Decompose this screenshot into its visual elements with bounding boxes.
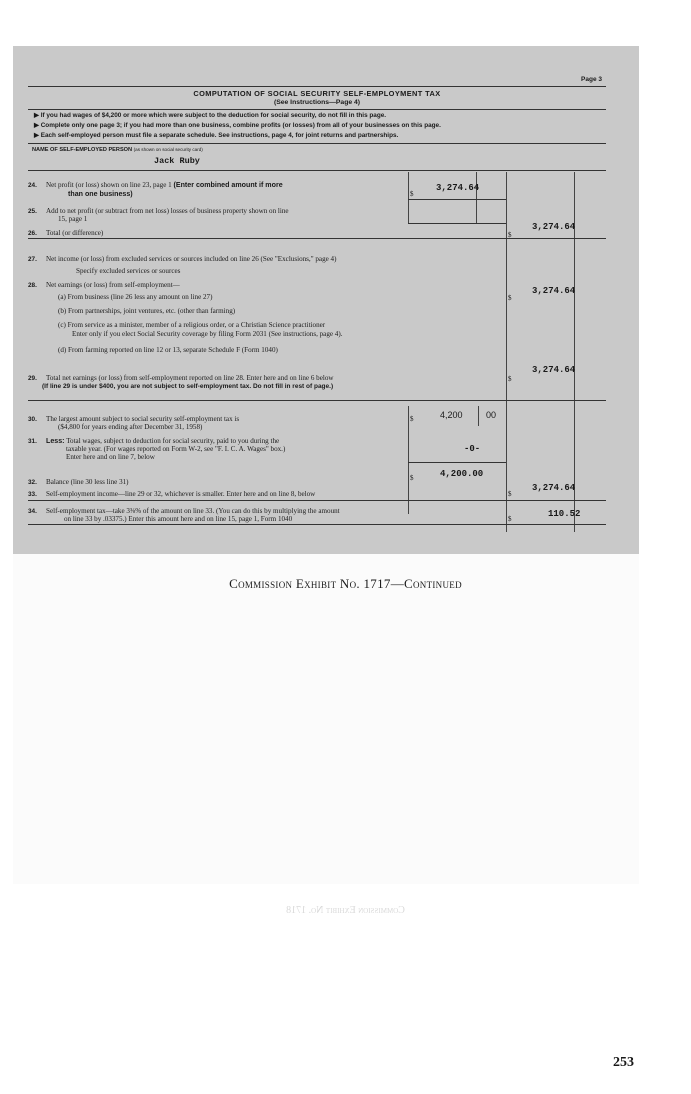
instruction-1: ▶ If you had wages of $4,200 or more which were subject to the deduction for social security, do not fill in this page. bbox=[34, 112, 387, 119]
line-24-number: 24. bbox=[28, 182, 37, 189]
line-30-number: 30. bbox=[28, 416, 37, 423]
inner-box-right bbox=[476, 172, 477, 224]
line-31-less: Less: bbox=[46, 437, 65, 445]
bottom-rule bbox=[28, 524, 606, 525]
line-30-dollars: 4,200 bbox=[440, 410, 463, 420]
line-28d: (d) From farming reported on line 12 or 13, separate Schedule F (Form 1040) bbox=[58, 346, 278, 354]
line-31-number: 31. bbox=[28, 438, 37, 445]
line-26-amount: 3,274.64 bbox=[532, 222, 576, 232]
exhibit-caption: Commission Exhibit No. 1717—Continued bbox=[229, 576, 462, 591]
line-29-dollar: $ bbox=[508, 375, 512, 383]
line-28c: (c) From service as a minister, member of a religious order, or a Christian Science practitioner bbox=[58, 321, 326, 329]
line-24-dollar: $ bbox=[410, 190, 414, 198]
line-32-amount: 4,200.00 bbox=[440, 469, 484, 479]
line-24 bbox=[28, 181, 283, 189]
form-page-label: Page 3 bbox=[581, 76, 602, 83]
line-24-amount: 3,274.64 bbox=[436, 183, 480, 193]
line-29-amount: 3,274.64 bbox=[532, 365, 576, 375]
line-28a-dollar: $ bbox=[508, 294, 512, 302]
name-label-text: NAME OF SELF-EMPLOYED PERSON bbox=[32, 147, 133, 153]
line-34-text: Self-employment tax—take 3⅜% of the amount on line 33. (You can do this by multiplying the amount bbox=[46, 507, 340, 515]
line-29-rule bbox=[28, 400, 606, 401]
line-33-text: Self-employment income—line 29 or 32, whichever is smaller. Enter here and on line 8, below bbox=[46, 490, 316, 498]
line-29-number: 29. bbox=[28, 375, 37, 382]
line-30-text: The largest amount subject to social security self-employment tax is bbox=[46, 415, 240, 423]
name-rule bbox=[28, 170, 606, 171]
line-28 bbox=[28, 281, 180, 289]
line-31-text-3: Enter here and on line 7, below bbox=[66, 453, 155, 461]
line-33-rule bbox=[28, 500, 606, 501]
line-27 bbox=[28, 255, 336, 263]
name-value: Jack Ruby bbox=[154, 156, 200, 166]
line-29 bbox=[28, 374, 334, 382]
line-25-text-2: 15, page 1 bbox=[58, 215, 88, 223]
line-27-number: 27. bbox=[28, 256, 37, 263]
self-employment-tax-form bbox=[28, 72, 606, 532]
line-31-amount: -0- bbox=[464, 444, 481, 454]
inner-box-left bbox=[408, 172, 409, 224]
line-33-dollar: $ bbox=[508, 490, 512, 498]
line-30-cents: 00 bbox=[486, 410, 497, 420]
page-number: 253 bbox=[613, 1055, 634, 1070]
line-33 bbox=[28, 490, 315, 498]
line-33-number: 33. bbox=[28, 491, 37, 498]
inner-box-right-2 bbox=[506, 406, 507, 514]
line-31-text-2: taxable year. (For wages reported on Form W-2, see "F. I. C. A. Wages" box.) bbox=[66, 445, 286, 453]
line-34-number: 34. bbox=[28, 508, 37, 515]
line-25-text: Add to net profit (or subtract from net loss) losses of business property shown on line bbox=[46, 207, 289, 215]
line-26-rule bbox=[28, 238, 606, 239]
line-31-text: Total wages, subject to deduction for social security, paid to you during the bbox=[66, 437, 280, 445]
line-33-amount: 3,274.64 bbox=[532, 483, 576, 493]
line-24-bold: (Enter combined amount if more bbox=[173, 181, 283, 189]
line-28a: (a) From business (line 26 less any amount on line 27) bbox=[58, 293, 213, 301]
title-rule bbox=[28, 109, 606, 110]
line-28a-amount: 3,274.64 bbox=[532, 286, 576, 296]
line-28-number: 28. bbox=[28, 282, 37, 289]
line-32-number: 32. bbox=[28, 479, 37, 486]
line-30-text-2: ($4,800 for years ending after December 31, 1958) bbox=[58, 423, 203, 431]
line-34-dollar: $ bbox=[508, 515, 512, 523]
page-bleed-through bbox=[13, 554, 639, 884]
line-24-text-2: than one business) bbox=[68, 190, 133, 198]
line-27-text-2: Specify excluded services or sources bbox=[76, 267, 181, 275]
line-26 bbox=[28, 229, 103, 237]
top-rule bbox=[28, 86, 606, 87]
instruction-2: ▶ Complete only one page 3; if you had more than one business, combine profits (or losses) from all of your businesses on this page. bbox=[34, 122, 441, 129]
line-27-text: Net income (or loss) from excluded services or sources included on line 26 (See "Exclusions," page 4) bbox=[46, 255, 337, 263]
line-28b: (b) From partnerships, joint ventures, etc. (other than farming) bbox=[58, 307, 236, 315]
form-title: COMPUTATION OF SOCIAL SECURITY SELF-EMPLOYMENT TAX bbox=[193, 89, 441, 98]
line-28-text: Net earnings (or loss) from self-employment— bbox=[46, 281, 180, 289]
line-32 bbox=[28, 478, 129, 486]
line-24-rule bbox=[408, 199, 506, 200]
line-28c-text-2: Enter only if you elect Social Security coverage by filing Form 2031 (See instructions, page 4). bbox=[72, 330, 343, 338]
line-29-note: (If line 29 is under $400, you are not subject to self-employment tax. Do not fill in rest of page.) bbox=[42, 383, 334, 390]
line-30-cents-divider bbox=[478, 406, 479, 426]
line-30-dollar: $ bbox=[410, 415, 414, 423]
line-31-rule bbox=[408, 462, 506, 463]
form-subtitle: (See Instructions—Page 4) bbox=[273, 99, 361, 106]
line-26-text: Total (or difference) bbox=[46, 229, 104, 237]
bleed-through-caption: Commission Exhibit No. 1718 bbox=[286, 905, 405, 916]
instructions-rule bbox=[28, 143, 606, 144]
line-26-dollar: $ bbox=[508, 231, 512, 239]
line-32-text: Balance (line 30 less line 31) bbox=[46, 478, 129, 486]
inner-box-left-2 bbox=[408, 406, 409, 514]
line-25-number: 25. bbox=[28, 208, 37, 215]
line-29-text: Total net earnings (or loss) from self-employment reported on line 28. Enter here and on line 6 below bbox=[46, 374, 334, 382]
line-32-dollar: $ bbox=[410, 474, 414, 482]
line-34-amount: 110.52 bbox=[548, 509, 581, 519]
instruction-3: ▶ Each self-employed person must file a separate schedule. See instructions, page 4, for joint returns and partnerships. bbox=[34, 132, 399, 139]
line-26-number: 26. bbox=[28, 230, 37, 237]
name-label bbox=[32, 147, 203, 153]
line-25-rule bbox=[408, 223, 506, 224]
line-24-text: Net profit (or loss) shown on line 23, page 1 bbox=[46, 181, 172, 189]
name-hint: (as shown on social security card) bbox=[133, 147, 203, 152]
line-34-text-2: on line 33 by .03375.) Enter this amount here and on line 15, page 1, Form 1040 bbox=[64, 515, 293, 523]
